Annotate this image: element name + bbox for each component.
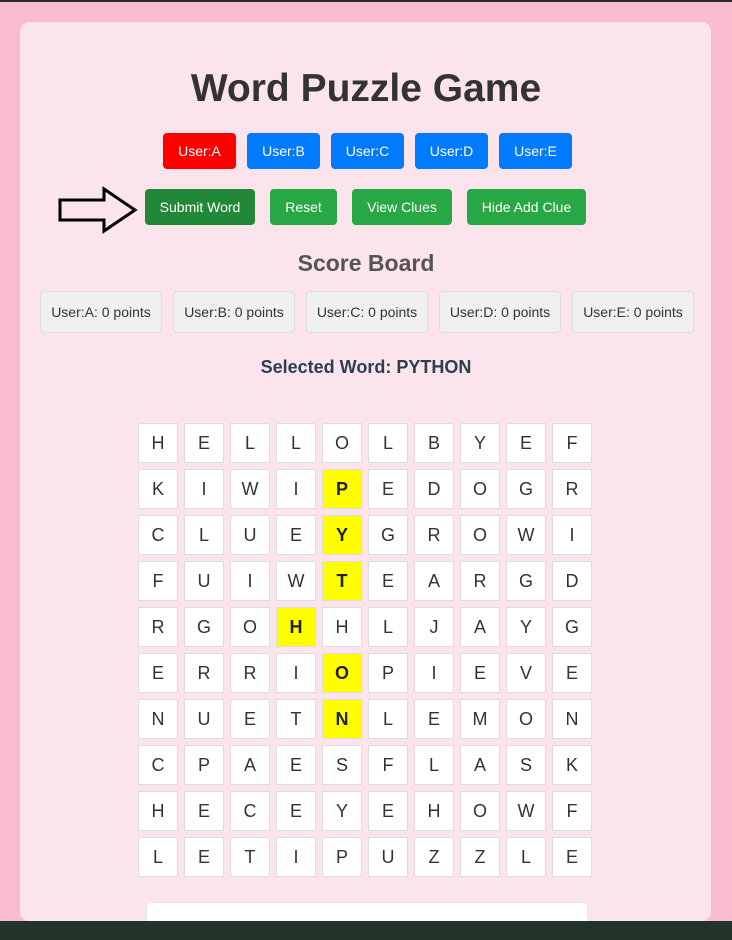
scoreboard-heading: Score Board [297, 250, 435, 276]
grid-cell[interactable]: I [184, 469, 224, 509]
grid-cell[interactable]: E [506, 423, 546, 463]
submit-word-button[interactable]: Submit Word [145, 189, 255, 225]
grid-cell[interactable]: N [322, 699, 362, 739]
score-user-d: User:D: 0 points [439, 291, 561, 333]
grid-cell[interactable]: O [460, 515, 500, 555]
grid-cell[interactable]: G [368, 515, 408, 555]
grid-cell[interactable]: I [230, 561, 270, 601]
grid-cell[interactable]: D [552, 561, 592, 601]
user-button-c[interactable]: User:C [331, 133, 404, 169]
grid-cell[interactable]: I [276, 653, 316, 693]
action-toolbar [145, 189, 586, 225]
grid-cell[interactable]: O [460, 791, 500, 831]
grid-cell[interactable]: L [368, 423, 408, 463]
grid-cell[interactable]: H [276, 607, 316, 647]
score-user-a: User:A: 0 points [40, 291, 162, 333]
grid-cell[interactable]: L [230, 423, 270, 463]
grid-cell[interactable]: J [414, 607, 454, 647]
grid-cell[interactable]: L [368, 699, 408, 739]
grid-cell[interactable]: R [460, 561, 500, 601]
right-arrow-icon [58, 186, 138, 234]
grid-cell[interactable]: L [368, 607, 408, 647]
grid-cell[interactable]: R [230, 653, 270, 693]
grid-cell[interactable]: Y [460, 423, 500, 463]
grid-cell[interactable]: W [506, 791, 546, 831]
grid-cell[interactable]: O [322, 423, 362, 463]
scoreboard [40, 291, 694, 333]
grid-cell[interactable]: L [506, 837, 546, 877]
grid-cell[interactable]: U [230, 515, 270, 555]
score-user-c: User:C: 0 points [306, 291, 428, 333]
user-button-d[interactable]: User:D [415, 133, 488, 169]
grid-cell[interactable]: E [460, 653, 500, 693]
grid-cell[interactable]: N [138, 699, 178, 739]
grid-cell[interactable]: T [230, 837, 270, 877]
grid-cell[interactable]: W [230, 469, 270, 509]
grid-cell[interactable]: A [230, 745, 270, 785]
grid-cell[interactable]: E [552, 837, 592, 877]
grid-cell[interactable]: C [138, 745, 178, 785]
grid-cell[interactable]: C [138, 515, 178, 555]
grid-cell[interactable]: E [138, 653, 178, 693]
grid-cell[interactable]: Z [414, 837, 454, 877]
hide-add-clue-button[interactable]: Hide Add Clue [467, 189, 586, 225]
user-button-b[interactable]: User:B [247, 133, 320, 169]
grid-cell[interactable]: P [322, 469, 362, 509]
grid-cell[interactable]: S [322, 745, 362, 785]
grid-cell[interactable]: F [552, 791, 592, 831]
grid-cell[interactable]: Y [506, 607, 546, 647]
grid-cell[interactable]: E [276, 791, 316, 831]
grid-cell[interactable]: W [506, 515, 546, 555]
score-user-b: User:B: 0 points [173, 291, 295, 333]
page-title: Word Puzzle Game [190, 67, 542, 110]
grid-cell[interactable]: E [184, 837, 224, 877]
grid-cell[interactable]: U [184, 699, 224, 739]
grid-cell[interactable]: E [368, 469, 408, 509]
grid-cell[interactable]: K [552, 745, 592, 785]
grid-cell[interactable]: W [276, 561, 316, 601]
grid-cell[interactable]: E [184, 791, 224, 831]
grid-cell[interactable]: L [138, 837, 178, 877]
grid-cell[interactable]: R [552, 469, 592, 509]
grid-cell[interactable]: L [184, 515, 224, 555]
grid-cell[interactable]: T [322, 561, 362, 601]
grid-cell[interactable]: O [230, 607, 270, 647]
grid-cell[interactable]: F [138, 561, 178, 601]
grid-cell[interactable]: T [276, 699, 316, 739]
grid-cell[interactable]: A [414, 561, 454, 601]
browser-top-strip [0, 0, 732, 2]
grid-cell[interactable]: Z [460, 837, 500, 877]
grid-cell[interactable]: H [322, 607, 362, 647]
grid-cell[interactable]: E [230, 699, 270, 739]
grid-cell[interactable]: E [368, 791, 408, 831]
grid-cell[interactable]: P [322, 837, 362, 877]
grid-cell[interactable]: G [506, 469, 546, 509]
grid-cell[interactable]: L [276, 423, 316, 463]
grid-cell[interactable]: E [276, 515, 316, 555]
grid-cell[interactable]: G [506, 561, 546, 601]
grid-cell[interactable]: C [230, 791, 270, 831]
grid-cell[interactable]: H [414, 791, 454, 831]
grid-cell[interactable]: G [552, 607, 592, 647]
grid-cell[interactable]: A [460, 745, 500, 785]
grid-cell[interactable]: V [506, 653, 546, 693]
view-clues-button[interactable]: View Clues [352, 189, 452, 225]
grid-cell[interactable]: O [460, 469, 500, 509]
user-button-a[interactable]: User:A [163, 133, 236, 169]
user-button-e[interactable]: User:E [499, 133, 572, 169]
grid-cell[interactable]: H [138, 791, 178, 831]
grid-cell[interactable]: R [184, 653, 224, 693]
grid-cell[interactable]: H [138, 423, 178, 463]
grid-cell[interactable]: N [552, 699, 592, 739]
grid-cell[interactable]: E [276, 745, 316, 785]
grid-cell[interactable]: F [368, 745, 408, 785]
grid-cell[interactable]: O [506, 699, 546, 739]
score-user-e: User:E: 0 points [572, 291, 694, 333]
grid-cell[interactable]: U [368, 837, 408, 877]
grid-cell[interactable]: K [138, 469, 178, 509]
grid-cell[interactable]: P [368, 653, 408, 693]
grid-cell[interactable]: B [414, 423, 454, 463]
grid-cell[interactable]: U [184, 561, 224, 601]
grid-cell[interactable]: I [414, 653, 454, 693]
grid-cell[interactable]: F [552, 423, 592, 463]
grid-cell[interactable]: I [276, 837, 316, 877]
taskbar [0, 921, 732, 940]
grid-cell[interactable]: Y [322, 791, 362, 831]
grid-cell[interactable]: M [460, 699, 500, 739]
grid-cell[interactable]: S [506, 745, 546, 785]
grid-cell[interactable]: O [322, 653, 362, 693]
grid-cell[interactable]: E [368, 561, 408, 601]
grid-cell[interactable]: R [138, 607, 178, 647]
grid-cell[interactable]: E [184, 423, 224, 463]
reset-button[interactable]: Reset [270, 189, 337, 225]
grid-cell[interactable]: I [552, 515, 592, 555]
grid-cell[interactable]: P [184, 745, 224, 785]
selected-word: Selected Word: PYTHON [260, 357, 472, 377]
grid-cell[interactable]: D [414, 469, 454, 509]
grid-cell[interactable]: I [276, 469, 316, 509]
grid-cell[interactable]: L [414, 745, 454, 785]
grid-cell[interactable]: Y [322, 515, 362, 555]
letter-grid [138, 423, 592, 877]
grid-cell[interactable]: E [414, 699, 454, 739]
grid-cell[interactable]: R [414, 515, 454, 555]
grid-cell[interactable]: G [184, 607, 224, 647]
user-selector [163, 133, 572, 169]
grid-cell[interactable]: A [460, 607, 500, 647]
grid-cell[interactable]: E [552, 653, 592, 693]
